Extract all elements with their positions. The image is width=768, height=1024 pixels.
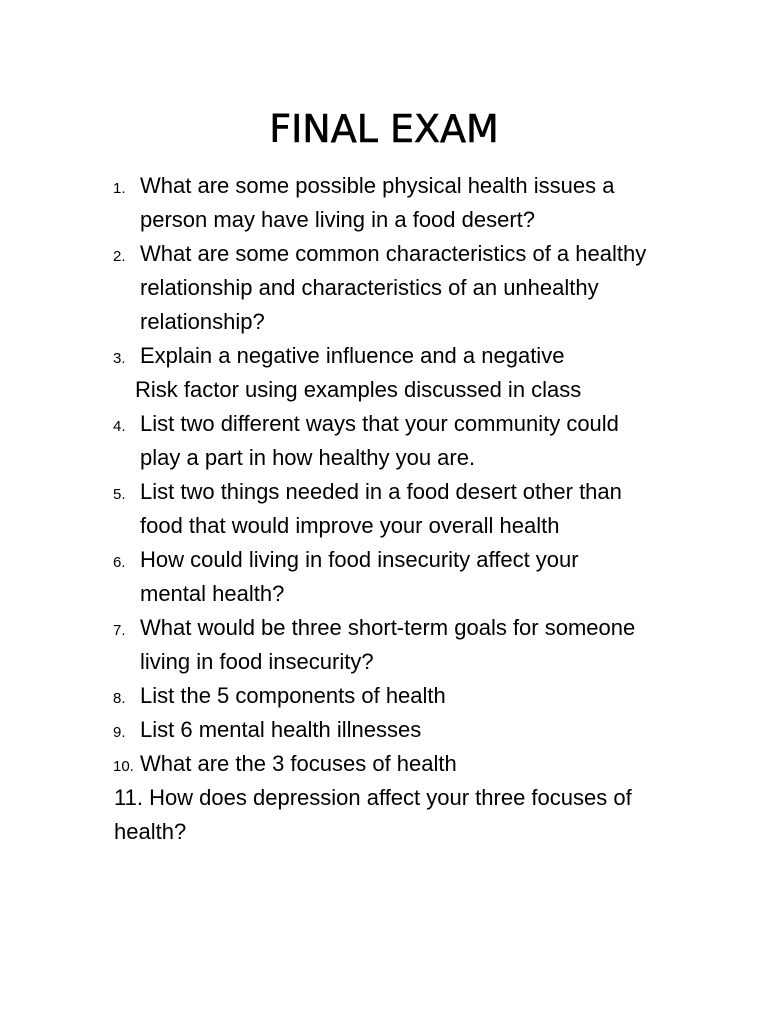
question-9 [0,713,768,747]
question-text: List two different ways that your community could [140,411,619,436]
question-text: relationship? [140,309,265,334]
question-6 [0,543,768,611]
question-number: 7. [113,622,126,639]
question-text: play a part in how healthy you are. [140,445,476,470]
question-text: mental health? [140,581,285,606]
question-text: What are the 3 focuses of health [140,751,457,776]
question-text: What would be three short-term goals for someone [140,615,636,640]
question-number: 5. [113,486,126,503]
question-text: Explain a negative influence and a negative [140,343,565,368]
question-number: 8. [113,690,126,707]
question-1 [0,169,768,237]
question-4 [0,407,768,475]
question-number: 3. [113,350,126,367]
question-7 [0,611,768,679]
question-text: Risk factor using examples discussed in class [135,377,582,402]
page-title: FINAL EXAM [269,107,499,151]
question-text: relationship and characteristics of an unhealthy [140,275,599,300]
question-number: 1. [113,180,126,197]
question-number: 2. [113,248,126,265]
question-text: health? [114,819,187,844]
question-text: List the 5 components of health [140,683,446,708]
question-number: 4. [113,418,126,435]
question-8 [0,679,768,713]
question-text: How could living in food insecurity affect your [140,547,579,572]
question-text: 11. How does depression affect your three focuses of [114,785,632,810]
question-text: food that would improve your overall health [140,513,560,538]
question-text: List 6 mental health illnesses [140,717,422,742]
question-5 [0,475,768,543]
question-11 [0,781,768,849]
question-10 [0,747,768,781]
question-number: 10. [113,758,134,775]
question-2 [0,237,768,339]
question-3 [0,339,768,407]
question-number: 6. [113,554,126,571]
question-text: What are some possible physical health issues a [140,173,615,198]
question-text: living in food insecurity? [140,649,374,674]
question-text: List two things needed in a food desert other than [140,479,622,504]
question-text: What are some common characteristics of a healthy [140,241,647,266]
question-text: person may have living in a food desert? [140,207,536,232]
question-number: 9. [113,724,126,741]
question-list [0,169,768,849]
